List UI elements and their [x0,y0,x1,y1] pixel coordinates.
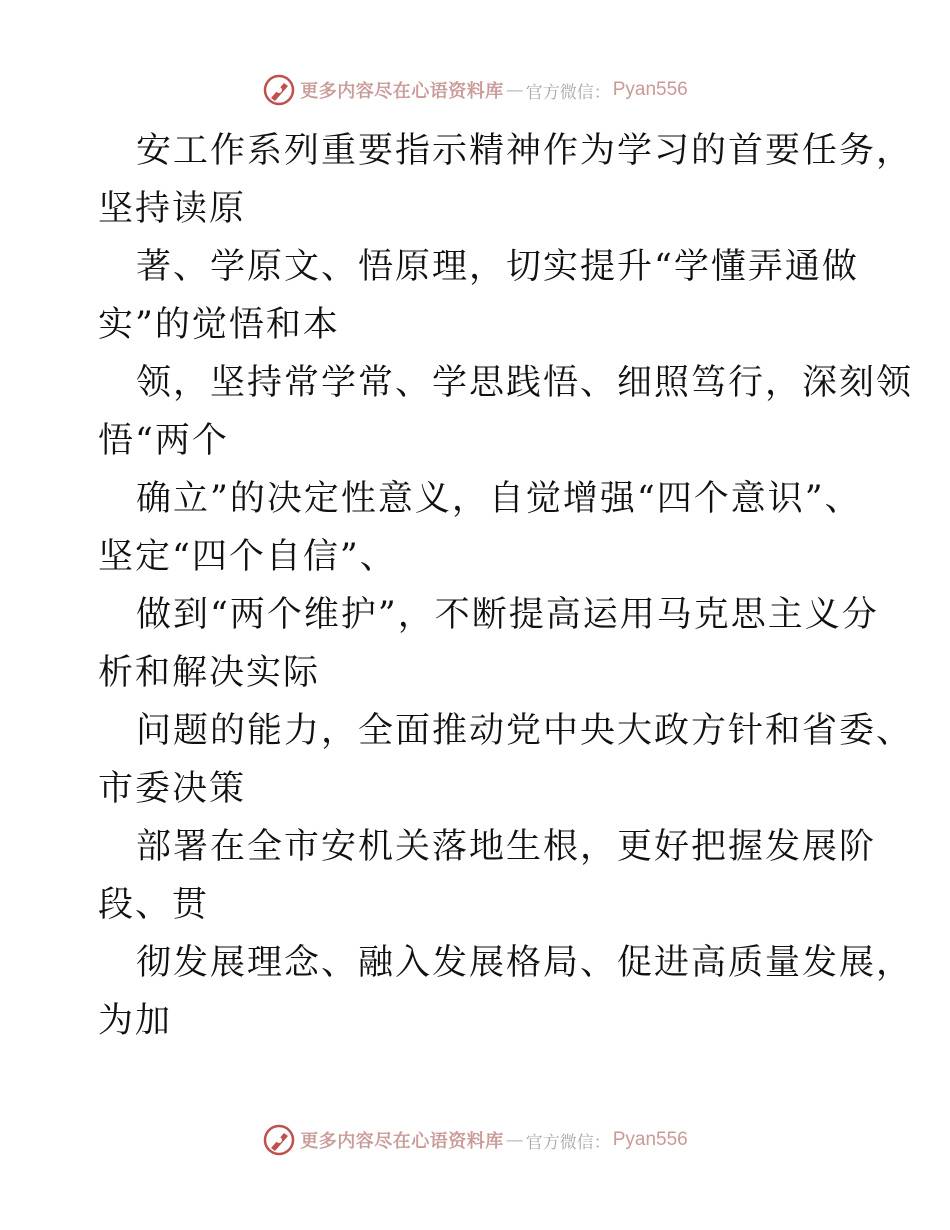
line-continuation: 为加 [98,1001,173,1041]
line-indented: 领，坚持常学常、学思践悟、细照笃行，深刻领 [136,363,914,403]
line-indented: 问题的能力，全面推动党中央大政方针和省委、 [136,711,914,751]
line-indented: 著、学原文、悟原理，切实提升“学懂弄通做 [136,247,859,287]
line-indented: 彻发展理念、融入发展格局、促进高质量发展， [136,943,914,983]
line-continuation: 坚定“四个自信”、 [98,537,397,577]
watermark-separator: — [505,79,524,101]
line-continuation: 段、贯 [98,885,210,925]
paragraph-line [98,122,914,238]
line-continuation: 析和解决实际 [98,653,321,693]
watermark-account: Pyan556 [612,79,688,100]
paragraph-line [98,238,888,354]
watermark-header [0,70,950,110]
watermark-sub: 官方微信： [525,1132,611,1153]
paragraph-line [98,470,888,586]
line-continuation: 市委决策 [98,769,247,809]
document-body [98,122,914,1050]
line-indented: 部署在全市安机关落地生根，更好把握发展阶 [136,827,877,867]
watermark-account: Pyan556 [612,1129,688,1150]
line-continuation: 悟“两个 [98,421,229,461]
line-indented: 做到“两个维护”，不断提高运用马克思主义分 [136,595,879,635]
watermark-footer [0,1120,950,1160]
paragraph-line [98,586,888,702]
paragraph-line [98,934,914,1050]
paragraph-line [98,818,888,934]
paragraph-line [98,354,914,470]
pen-logo-icon [262,73,296,107]
line-continuation: 坚持读原 [98,189,247,229]
paragraph-line [98,702,914,818]
watermark-brand: 更多内容尽在心语资料库 [300,81,504,102]
pen-logo-icon [262,1123,296,1157]
line-indented: 确立”的决定性意义，自觉增强“四个意识”、 [136,479,862,519]
watermark-sub: 官方微信： [525,82,611,103]
line-indented: 安工作系列重要指示精神作为学习的首要任务， [136,131,914,171]
watermark-brand: 更多内容尽在心语资料库 [300,1131,504,1152]
watermark-separator: — [505,1129,524,1151]
line-continuation: 实”的觉悟和本 [98,305,340,345]
